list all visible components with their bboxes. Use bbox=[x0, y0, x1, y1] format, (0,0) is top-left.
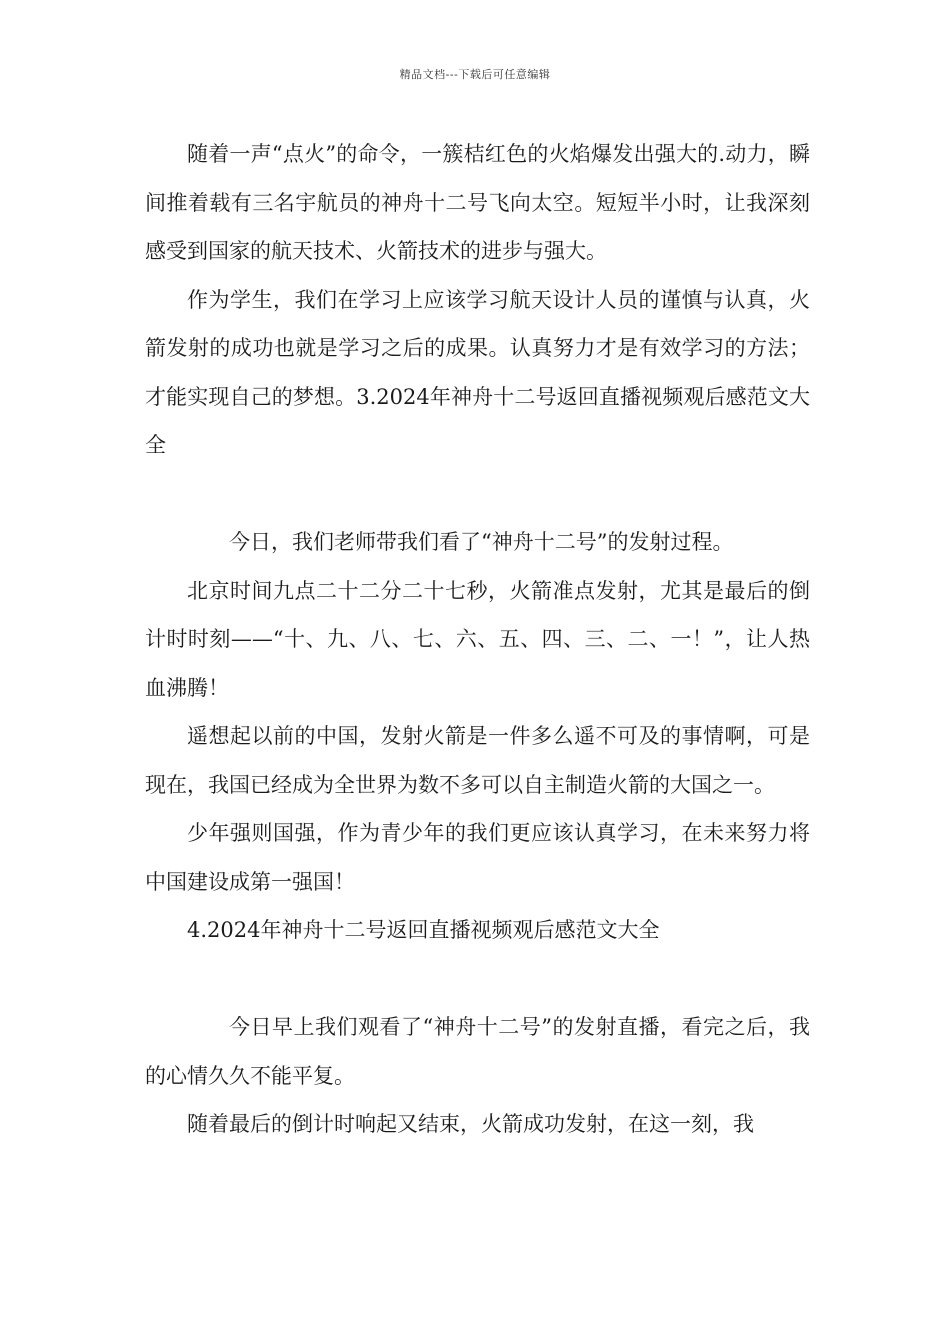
paragraph-3: 今日，我们老师带我们看了“神舟十二号”的发射过程。 bbox=[229, 530, 734, 554]
paragraph-6: 少年强则国强，作为青少年的我们更应该认真学习，在未来努力将中国建设成第一强国！ bbox=[145, 821, 810, 894]
paragraph-7: 今日早上我们观看了“神舟十二号”的发射直播，看完之后，我的心情久久不能平复。 bbox=[145, 1015, 810, 1088]
blank-line bbox=[145, 470, 810, 519]
paragraph-5: 遥想起以前的中国，发射火箭是一件多么遥不可及的事情啊，可是现在，我国已经成为全世界为数不多可以自主制造火箭的大国之一。 bbox=[145, 724, 810, 797]
paragraph-4: 北京时间九点二十二分二十七秒，火箭准点发射，尤其是最后的倒计时时刻——“十、九、八、七、六、五、四、三、二、一！”，让人热血沸腾！ bbox=[145, 578, 810, 700]
page-header: 精品文档---下载后可任意编辑 bbox=[399, 68, 551, 81]
document-body bbox=[145, 130, 810, 1149]
blank-line bbox=[145, 955, 810, 1004]
paragraph-8: 随着最后的倒计时响起又结束，火箭成功发射，在这一刻，我 bbox=[187, 1112, 754, 1136]
paragraph-2: 作为学生，我们在学习上应该学习航天设计人员的谨慎与认真，火箭发射的成功也就是学习之后的成果。认真努力才是有效学习的方法；才能实现自己的梦想。3.2024年神舟十二号返回直播视频观后感范文大全 bbox=[145, 287, 810, 457]
paragraph-1: 随着一声“点火”的命令，一簇桔红色的火焰爆发出强大的.动力，瞬间推着载有三名宇航员的神舟十二号飞向太空。短短半小时，让我深刻感受到国家的航天技术、火箭技术的进步与强大。 bbox=[145, 142, 810, 263]
section-heading-4: 4.2024年神舟十二号返回直播视频观后感范文大全 bbox=[187, 918, 660, 942]
